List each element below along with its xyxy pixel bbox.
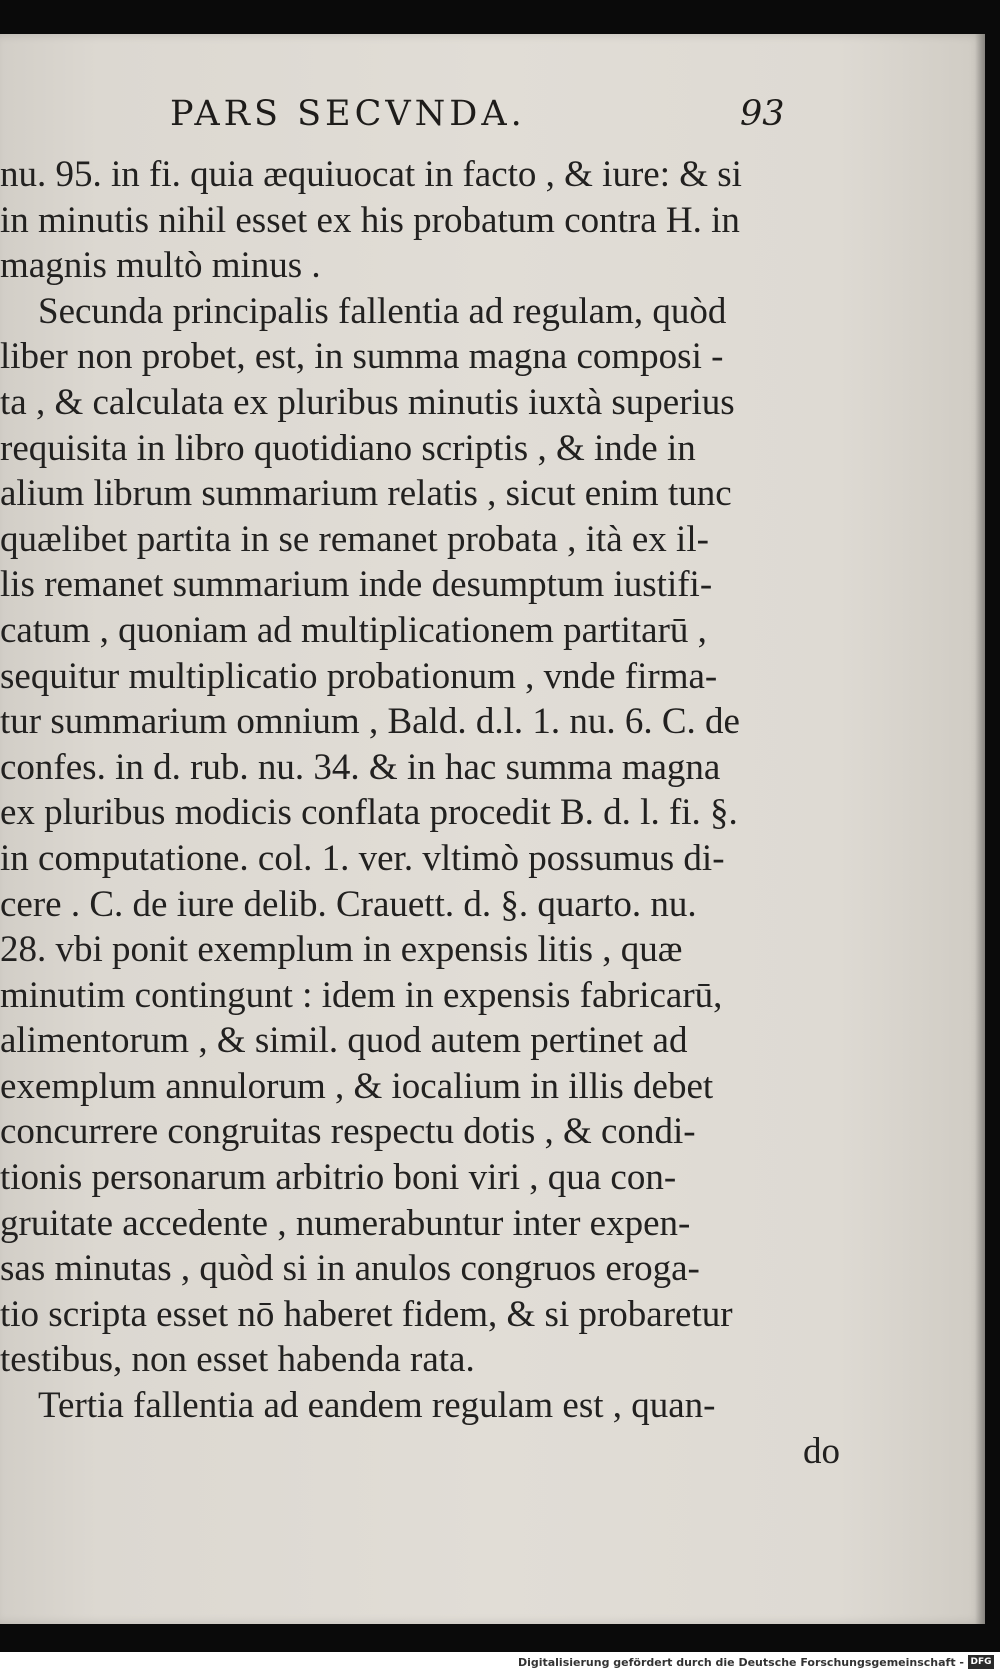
- text-line: tio scripta esset nō haberet fidem, & si probaretur: [0, 1293, 733, 1335]
- text-line: ta , & calculata ex pluribus minutis iuxtà superius: [0, 381, 735, 423]
- text-line: 28. vbi ponit exemplum in expensis litis , quæ: [0, 929, 683, 971]
- text-line: tionis personarum arbitrio boni viri , qua con-: [0, 1157, 677, 1199]
- book-page: [0, 34, 985, 1624]
- text-line: sas minutas , quòd si in anulos congruos eroga-: [0, 1248, 700, 1290]
- page-header: [160, 94, 800, 144]
- text-line: requisita in libro quotidiano scriptis , & inde in: [0, 427, 696, 469]
- page-edge-shadow: [975, 34, 985, 1624]
- digitization-credit: Digitalisierung gefördert durch die Deutsche Forschungsgemeinschaft -: [517, 1656, 964, 1669]
- catchword: do: [803, 1430, 840, 1472]
- running-title: PARS SECVNDA.: [170, 94, 526, 134]
- text-line: magnis multò minus .: [0, 245, 321, 287]
- text-line: Tertia fallentia ad eandem regulam est , quan-: [38, 1385, 716, 1427]
- text-line: concurrere congruitas respectu dotis , & condi-: [0, 1111, 696, 1153]
- text-line: quælibet partita in se remanet probata , ità ex il-: [0, 518, 709, 560]
- text-line: alium librum summarium relatis , sicut enim tunc: [0, 473, 732, 515]
- text-line: Secunda principalis fallentia ad regulam, quòd: [38, 290, 727, 332]
- text-line: lis remanet summarium inde desumptum iustifi-: [0, 564, 713, 606]
- text-line: alimentorum , & simil. quod autem pertinet ad: [0, 1020, 688, 1062]
- text-line: minutim contingunt : idem in expensis fabricarū,: [0, 974, 723, 1016]
- text-line: in computatione. col. 1. ver. vltimò possumus di-: [0, 837, 725, 879]
- text-line: in minutis nihil esset ex his probatum contra H. in: [0, 199, 740, 241]
- text-line: cere . C. de iure delib. Crauett. d. §. quarto. nu.: [0, 883, 697, 925]
- text-line: confes. in d. rub. nu. 34. & in hac summa magna: [0, 746, 721, 788]
- text-line: liber non probet, est, in summa magna composi -: [0, 336, 724, 378]
- text-line: testibus, non esset habenda rata.: [0, 1339, 475, 1381]
- text-line: ex pluribus modicis conflata procedit B. d. l. fi. §.: [0, 792, 738, 834]
- page-number: 93: [740, 94, 785, 134]
- footer-bar: [0, 1652, 1000, 1677]
- body-text: [0, 152, 850, 1474]
- text-line: sequitur multiplicatio probationum , vnde firma-: [0, 655, 718, 697]
- dfg-logo: DFG: [968, 1655, 994, 1669]
- text-line: gruitate accedente , numerabuntur inter expen-: [0, 1202, 691, 1244]
- text-line: tur summarium omnium , Bald. d.l. 1. nu. 6. C. de: [0, 701, 740, 743]
- text-line: nu. 95. in fi. quia æquiuocat in facto , & iure: & si: [0, 154, 742, 195]
- text-line: exemplum annulorum , & iocalium in illis debet: [0, 1065, 714, 1107]
- text-line: catum , quoniam ad multiplicationem partitarū ,: [0, 609, 707, 651]
